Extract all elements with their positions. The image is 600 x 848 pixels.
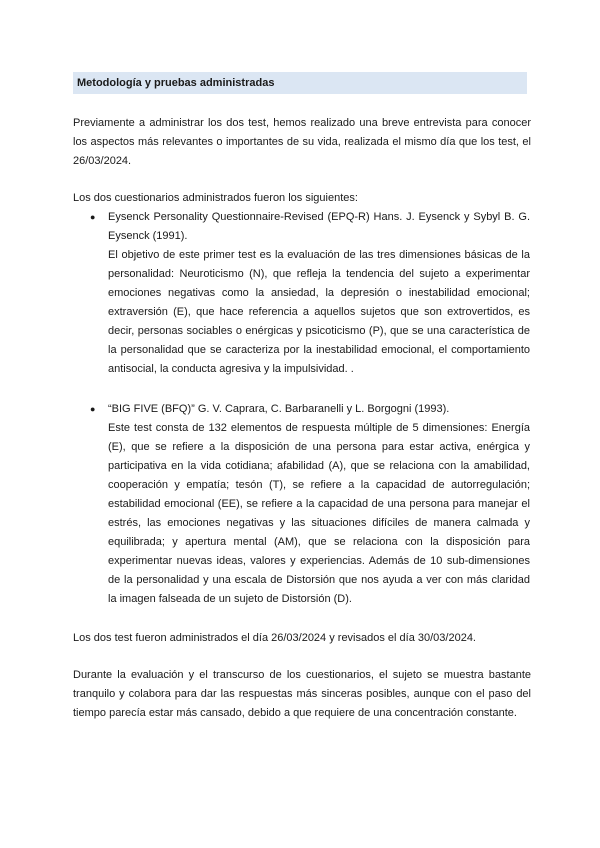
list-item-epqr	[108, 208, 530, 379]
epqr-title: Eysenck Personality Questionnaire-Revised (EPQ-R) Hans. J. Eysenck y Sybyl B. G. Eysenck (1991).	[108, 211, 530, 242]
closing-paragraph: Durante la evaluación y el transcurso de los cuestionarios, el sujeto se muestra bastante tranquilo y colabora para dar las respuestas más sinceras posibles, aunque con el paso del tiempo parecía estar más cansado, debido a que requiere de una concentración constante.	[73, 669, 531, 719]
bullet-icon: ●	[90, 404, 96, 414]
epqr-description: El objetivo de este primer test es la evaluación de las tres dimensiones básicas de la personalidad: Neuroticismo (N), que refleja la tendencia del sujeto a experimentar emociones negativas como la ansiedad, la depresión o inestabilidad emocional; extraversión (E), que hace referencia a aquellos sujetos que son extrovertidos, es decir, personas sociables o enérgicas y psicoticismo (P), que se una característica de la personalidad que se caracteriza por la inestabilidad emocional, el comportamiento antisocial, la conducta agresiva y la impulsividad. .	[108, 249, 530, 375]
bfq-description: Este test consta de 132 elementos de respuesta múltiple de 5 dimensiones: Energía (E), que se refiere a la disposición de una persona para estar activa, enérgica y participativa en la vida cotidiana; afabilidad (A), que se relaciona con la amabilidad, cooperación y empatía; tesón (T), se refiere a la capacidad de autorregulación; estabilidad emocional (EE), se refiere a la capacidad de una persona para manejar el estrés, las emociones negativas y las situaciones difíciles de manera calmada y equilibrada; y apertura mental (AM), que se relaciona con la disposición para experimentar nuevas ideas, valores y experiencias. Además de 10 sub-dimensiones de la personalidad y una escala de Distorsión que nos ayuda a ver con más claridad la imagen falseada de un sujeto de Distorsión (D).	[108, 422, 530, 605]
bullet-icon: ●	[90, 212, 96, 222]
bfq-title: “BIG FIVE (BFQ)” G. V. Caprara, C. Barbaranelli y L. Borgogni (1993).	[108, 403, 450, 415]
intro-paragraph: Previamente a administrar los dos test, hemos realizado una breve entrevista para conocer los aspectos más relevantes o importantes de su vida, realizada el mismo día que los test, el 26/03/2024.	[73, 117, 531, 167]
section-heading: Metodología y pruebas administradas	[73, 72, 527, 94]
list-intro-paragraph: Los dos cuestionarios administrados fueron los siguientes:	[73, 192, 358, 204]
dates-paragraph: Los dos test fueron administrados el día 26/03/2024 y revisados el día 30/03/2024.	[73, 632, 476, 644]
list-item-bfq	[108, 400, 530, 609]
